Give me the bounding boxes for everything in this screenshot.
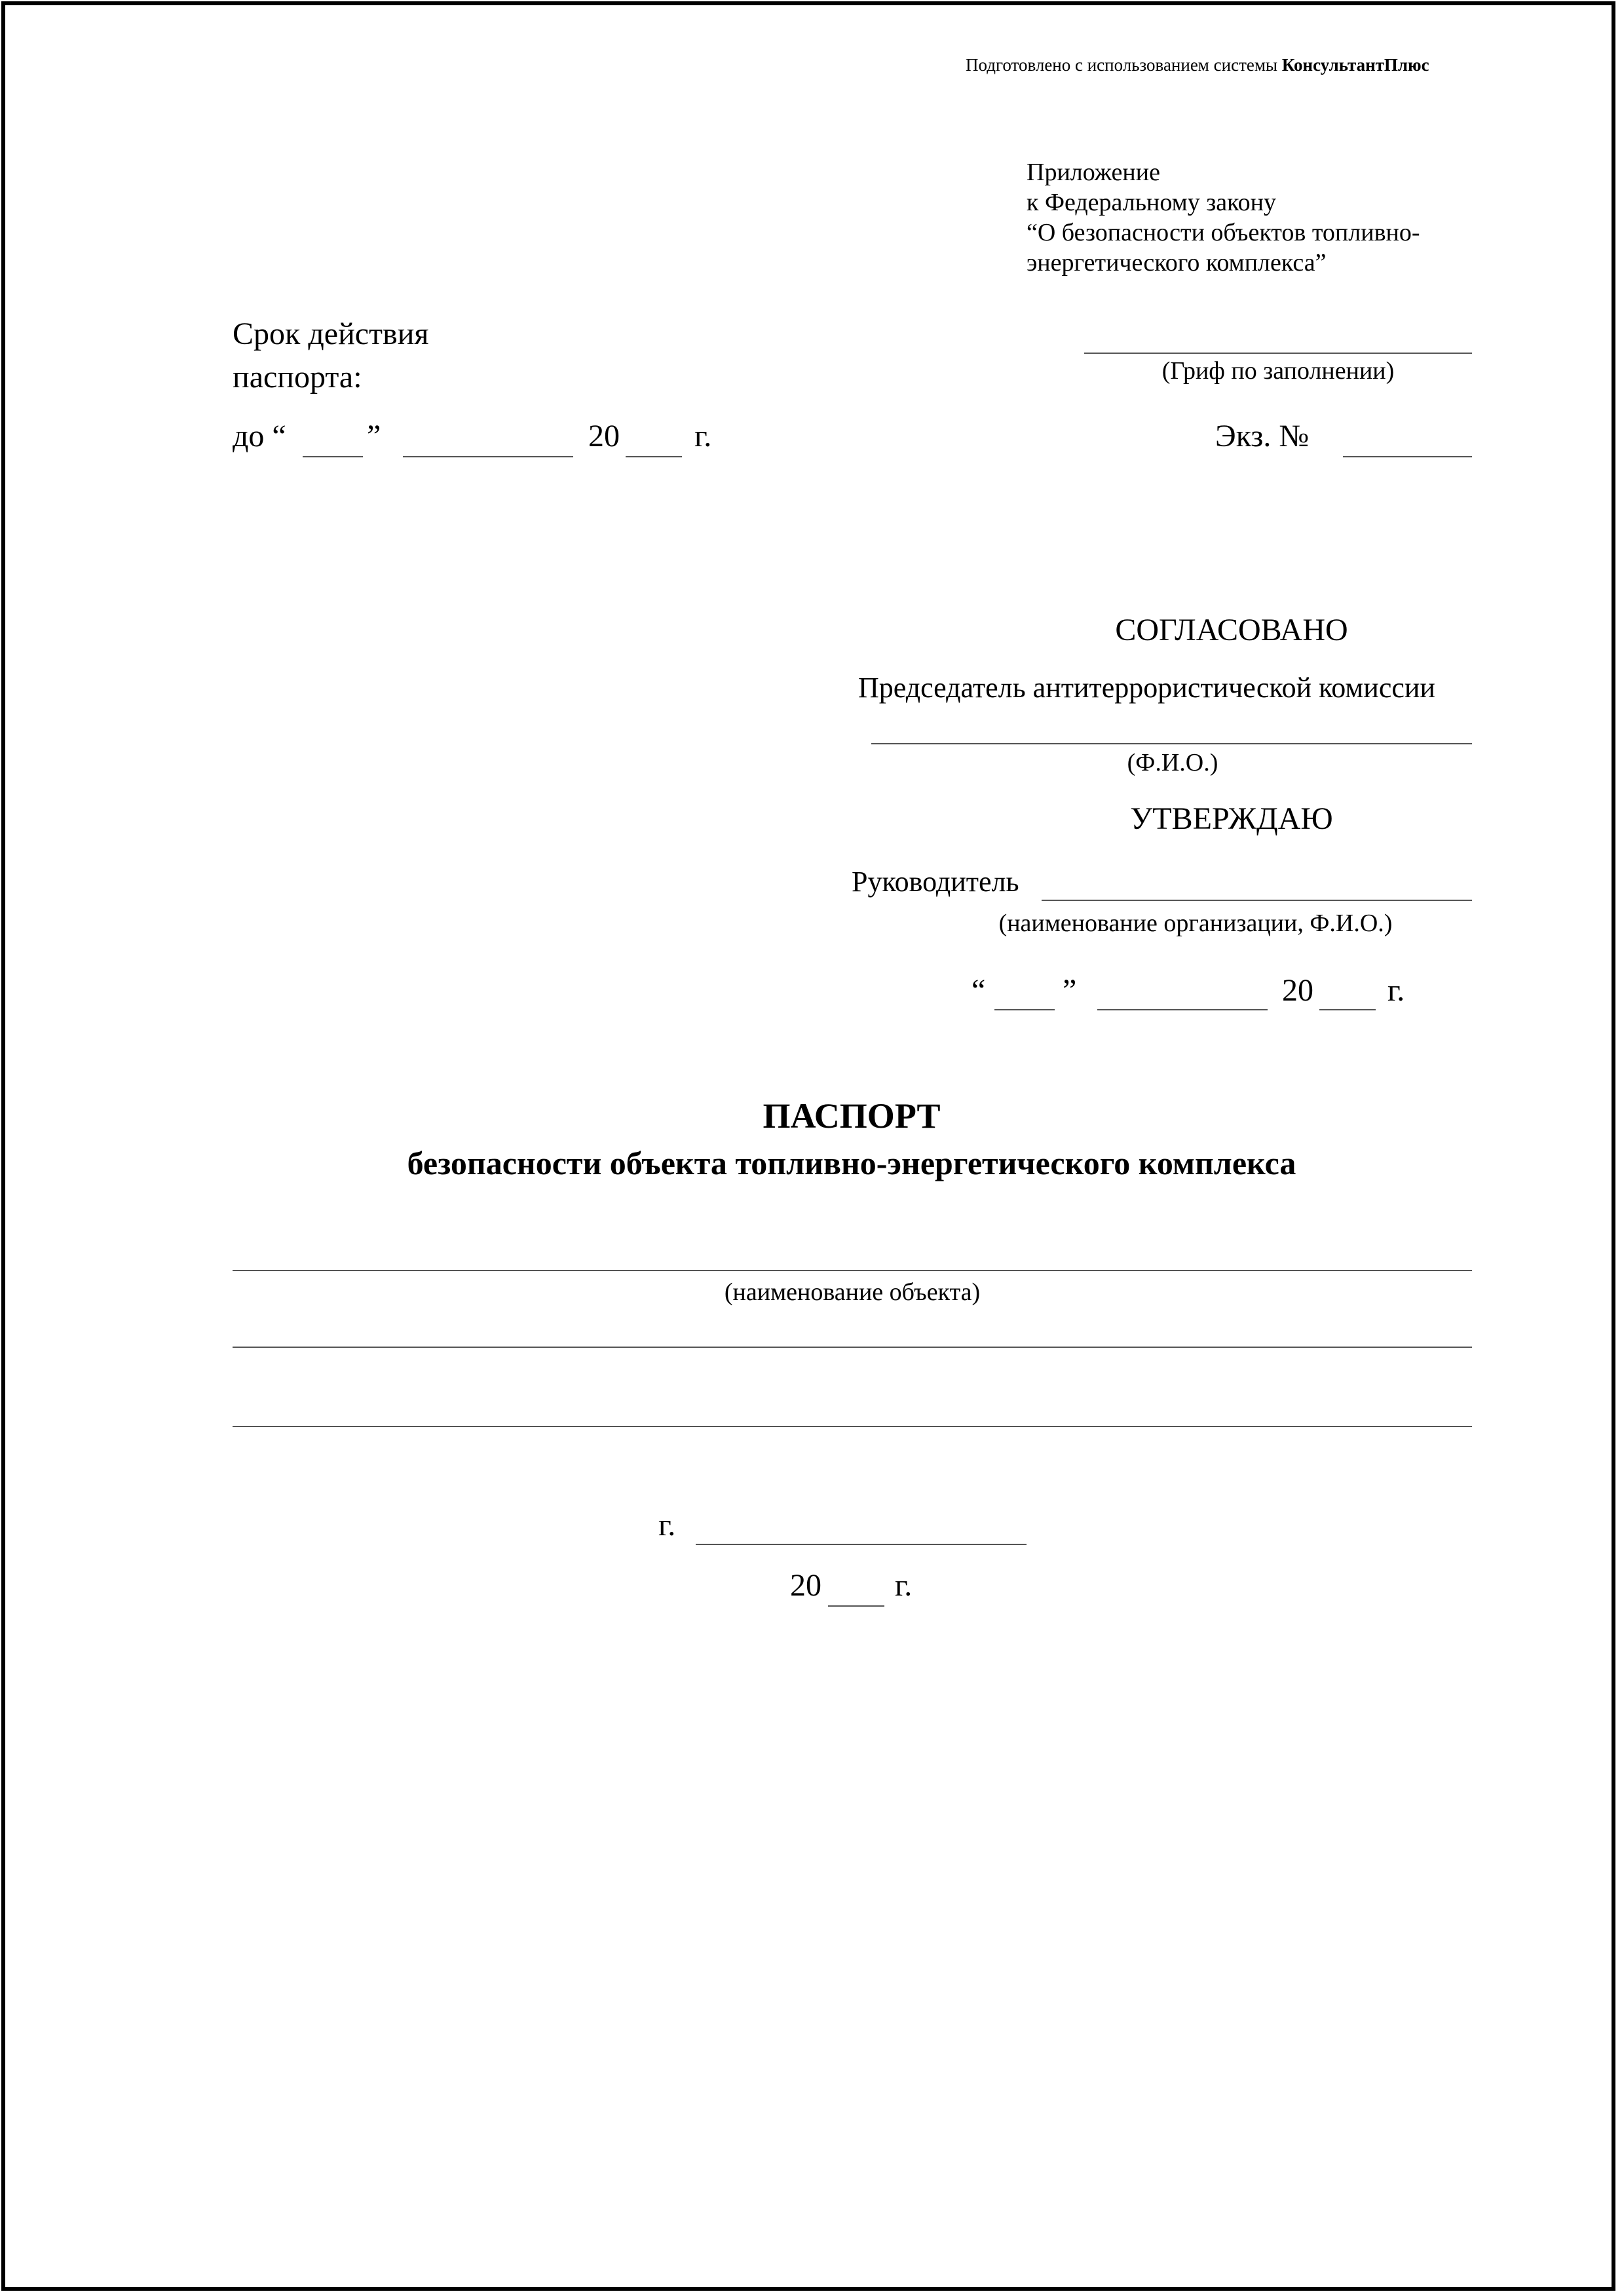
object-name-line[interactable] [233, 1270, 1472, 1271]
agreed-fio-line[interactable] [871, 743, 1472, 744]
validity-label-1: Срок действия [233, 316, 429, 351]
approve-year-suffix: г. [1387, 973, 1405, 1008]
copy-label: Экз. № [1215, 419, 1310, 453]
appendix-block [1027, 157, 1485, 278]
agreed-heading: СОГЛАСОВАНО [1115, 613, 1348, 647]
validity-day-line[interactable] [303, 456, 363, 457]
agreed-role: Председатель антитеррористической комиссии [858, 672, 1435, 704]
object-name-line-3[interactable] [233, 1426, 1472, 1427]
prepared-brand: КонсультантПлюс [1281, 55, 1429, 75]
grif-caption: (Гриф по заполнении) [1161, 357, 1395, 385]
prepared-note [966, 55, 1429, 75]
approve-year-prefix: 20 [1282, 973, 1313, 1008]
place-year-prefix: 20 [790, 1568, 821, 1603]
validity-month-line[interactable] [403, 456, 573, 457]
agreed-fio-caption: (Ф.И.О.) [1127, 749, 1218, 776]
approve-open-quote: “ [971, 973, 986, 1008]
appendix-line: Приложение [1027, 159, 1160, 186]
city-line[interactable] [696, 1544, 1027, 1545]
validity-until: до “ [233, 419, 286, 453]
validity-year-prefix: 20 [588, 419, 620, 453]
city-prefix: г. [658, 1508, 676, 1542]
place-year-suffix: г. [895, 1568, 913, 1603]
validity-year-line[interactable] [626, 456, 682, 457]
approve-heading: УТВЕРЖДАЮ [1130, 801, 1333, 836]
copy-number-line[interactable] [1343, 456, 1472, 457]
document-title: ПАСПОРТ [763, 1096, 941, 1136]
document-subtitle: безопасности объекта топливно-энергетического комплекса [407, 1145, 1296, 1181]
appendix-line: к Федеральному закону [1027, 189, 1276, 216]
appendix-line: энергетического комплекса” [1027, 249, 1327, 277]
approve-role: Руководитель [852, 866, 1019, 898]
object-caption: (наименование объекта) [724, 1278, 981, 1306]
approve-fio-line[interactable] [1042, 900, 1472, 901]
approve-day-line[interactable] [994, 1009, 1055, 1010]
validity-close-quote: ” [367, 419, 381, 453]
validity-label-2: паспорта: [233, 360, 362, 394]
approve-year-line[interactable] [1319, 1009, 1376, 1010]
validity-year-suffix: г. [694, 419, 712, 453]
prepared-prefix: Подготовлено с использованием системы [966, 55, 1278, 75]
object-name-line-2[interactable] [233, 1347, 1472, 1348]
approve-caption: (наименование организации, Ф.И.О.) [998, 909, 1393, 937]
appendix-line: “О безопасности объектов топливно- [1027, 219, 1420, 246]
grif-line[interactable] [1084, 353, 1472, 354]
approve-month-line[interactable] [1097, 1009, 1268, 1010]
place-year-line[interactable] [828, 1605, 884, 1607]
approve-close-quote: ” [1063, 973, 1077, 1008]
